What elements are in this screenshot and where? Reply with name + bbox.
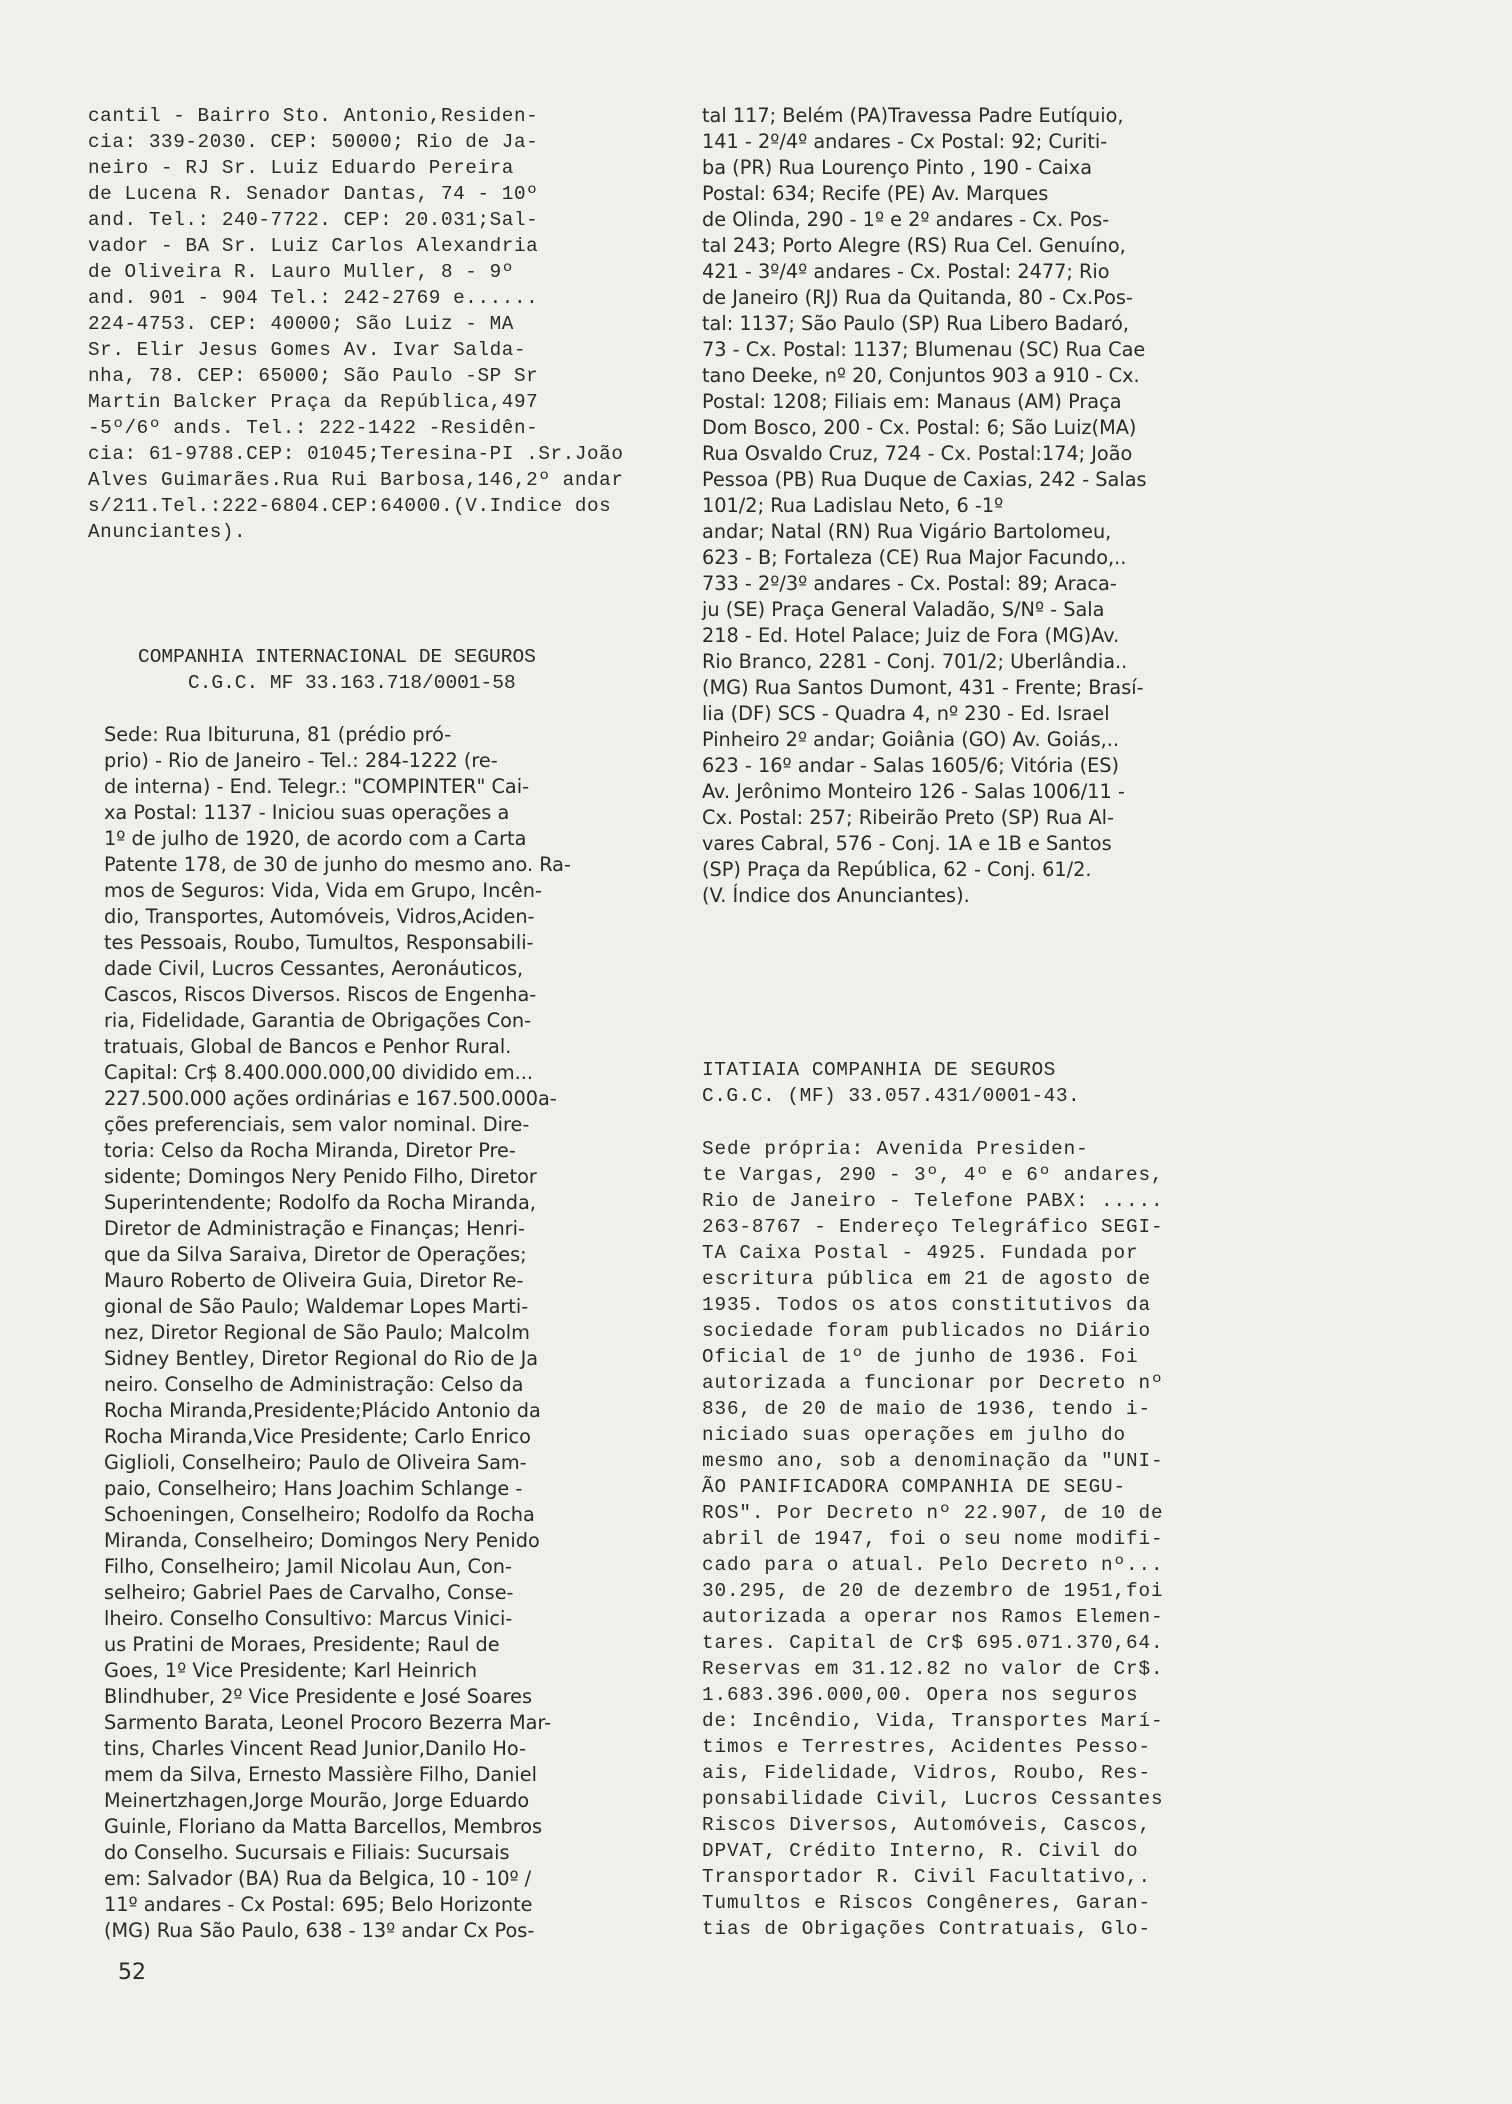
text-line: 73 - Cx. Postal: 1137; Blumenau (SC) Rua Cae (702, 338, 1146, 361)
text-line: tares. Capital de Cr$ 695.071.370,64. (702, 1632, 1164, 1654)
text-line: de interna) - End. Telegr.: "COMPINTER" Cai- (104, 775, 530, 798)
text-line: te Vargas, 290 - 3º, 4º e 6º andares, (702, 1164, 1164, 1186)
text-line: 1.683.396.000,00. Opera nos seguros (702, 1684, 1139, 1706)
left-continuation (88, 103, 624, 545)
text-line: Rua Osvaldo Cruz, 724 - Cx. Postal:174; João (702, 442, 1133, 465)
text-line: vares Cabral, 576 - Conj. 1A e 1B e Santos (702, 832, 1112, 855)
text-line: Rocha Miranda,Vice Presidente; Carlo Enrico (104, 1425, 531, 1448)
text-line: tes Pessoais, Roubo, Tumultos, Responsabili- (104, 931, 534, 954)
text-line: and. 901 - 904 Tel.: 242-2769 e...... (88, 287, 539, 309)
right-continuation (702, 103, 1147, 909)
text-line: 224-4753. CEP: 40000; São Luiz - MA (88, 313, 514, 335)
text-line: Capital: Cr$ 8.400.000.000,00 dividido em... (104, 1061, 534, 1084)
text-line: and. Tel.: 240-7722. CEP: 20.031;Sal- (88, 209, 539, 231)
text-line: que da Silva Saraiva, Diretor de Operações; (104, 1243, 527, 1266)
text-line: 218 - Ed. Hotel Palace; Juiz de Fora (MG)Av. (702, 624, 1120, 647)
text-line: Sr. Elir Jesus Gomes Av. Ivar Salda- (88, 339, 527, 361)
right-company-body (702, 1136, 1163, 1942)
text-line: 733 - 2º/3º andares - Cx. Postal: 89; Araca- (702, 572, 1117, 595)
text-line: timos e Terrestres, Acidentes Pesso- (702, 1736, 1151, 1758)
text-line: 1935. Todos os atos constitutivos da (702, 1294, 1151, 1316)
text-line: Sidney Bentley, Diretor Regional do Rio de Ja (104, 1347, 539, 1370)
text-line: Alves Guimarães.Rua Rui Barbosa,146,2º andar (88, 469, 624, 491)
text-line: -5º/6º ands. Tel.: 222-1422 -Residên- (88, 417, 539, 439)
text-line: Riscos Diversos, Automóveis, Cascos, (702, 1814, 1151, 1836)
text-line: cantil - Bairro Sto. Antonio,Residen- (88, 105, 539, 127)
text-line: 263-8767 - Endereço Telegráfico SEGI- (702, 1216, 1164, 1238)
text-line: Giglioli, Conselheiro; Paulo de Oliveira Sam- (104, 1451, 527, 1474)
text-line: Postal: 634; Recife (PE) Av. Marques (702, 182, 1049, 205)
text-line: de Olinda, 290 - 1º e 2º andares - Cx. Pos- (702, 208, 1110, 231)
text-line: Oficial de 1º de junho de 1936. Foi (702, 1346, 1139, 1368)
text-line: Av. Jerônimo Monteiro 126 - Salas 1006/11 - (702, 780, 1125, 803)
text-line: Postal: 1208; Filiais em: Manaus (AM) Praça (702, 390, 1122, 413)
text-line: Anunciantes). (88, 521, 247, 543)
text-line: de Janeiro (RJ) Rua da Quitanda, 80 - Cx.Pos- (702, 286, 1133, 309)
text-line: lia (DF) SCS - Quadra 4, nº 230 - Ed. Israel (702, 702, 1110, 725)
text-line: s/211.Tel.:222-6804.CEP:64000.(V.Indice dos (88, 495, 612, 517)
text-line: paio, Conselheiro; Hans Joachim Schlange - (104, 1477, 523, 1500)
text-line: em: Salvador (BA) Rua da Belgica, 10 - 10º / (104, 1867, 532, 1890)
text-line: ju (SE) Praça General Valadão, S/Nº - Sala (702, 598, 1105, 621)
text-line: ponsabilidade Civil, Lucros Cessantes (702, 1788, 1164, 1810)
text-line: andar; Natal (RN) Rua Vigário Bartolomeu, (702, 520, 1112, 543)
text-line: do Conselho. Sucursais e Filiais: Sucursais (104, 1841, 510, 1864)
text-line: Patente 178, de 30 de junho do mesmo ano. Ra- (104, 853, 571, 876)
text-line: cia: 339-2030. CEP: 50000; Rio de Ja- (88, 131, 539, 153)
text-line: ais, Fidelidade, Vidros, Roubo, Res- (702, 1762, 1151, 1784)
text-line: Reservas em 31.12.82 no valor de Cr$. (702, 1658, 1164, 1680)
text-line: sidente; Domingos Nery Penido Filho, Diretor (104, 1165, 537, 1188)
text-line: tratuais, Global de Bancos e Penhor Rural. (104, 1035, 512, 1058)
text-line: 141 - 2º/4º andares - Cx Postal: 92; Curiti- (702, 130, 1108, 153)
text-line: (MG) Rua Santos Dumont, 431 - Frente; Brasí- (702, 676, 1144, 699)
text-line: neiro. Conselho de Administração: Celso da (104, 1373, 524, 1396)
text-line: (V. Índice dos Anunciantes). (702, 884, 970, 907)
text-line: us Pratini de Moraes, Presidente; Raul de (104, 1633, 500, 1656)
text-line: autorizada a operar nos Ramos Elemen- (702, 1606, 1164, 1628)
text-line: (MG) Rua São Paulo, 638 - 13º andar Cx Pos- (104, 1919, 535, 1942)
text-line: Sede própria: Avenida Presiden- (702, 1138, 1089, 1160)
text-line: Tumultos e Riscos Congêneres, Garan- (702, 1892, 1151, 1914)
text-line: cia: 61-9788.CEP: 01045;Teresina-PI .Sr.João (88, 443, 624, 465)
text-line: sociedade foram publicados no Diário (702, 1320, 1151, 1342)
text-line: de Oliveira R. Lauro Muller, 8 - 9º (88, 261, 514, 283)
text-line: nez, Diretor Regional de São Paulo; Malcolm (104, 1321, 530, 1344)
text-line: ba (PR) Rua Lourenço Pinto , 190 - Caixa (702, 156, 1093, 179)
text-line: Superintendente; Rodolfo da Rocha Miranda, (104, 1191, 536, 1214)
text-line: Filho, Conselheiro; Jamil Nicolau Aun, Con- (104, 1555, 512, 1578)
text-line: abril de 1947, foi o seu nome modifi- (702, 1528, 1164, 1550)
text-line: 227.500.000 ações ordinárias e 167.500.000a- (104, 1087, 557, 1110)
text-line: Guinle, Floriano da Matta Barcellos, Membros (104, 1815, 543, 1838)
text-line: Miranda, Conselheiro; Domingos Nery Penido (104, 1529, 540, 1552)
text-line: Sede: Rua Ibituruna, 81 (prédio pró- (104, 723, 452, 746)
text-line: autorizada a funcionar por Decreto nº (702, 1372, 1164, 1394)
text-line: ROS". Por Decreto nº 22.907, de 10 de (702, 1502, 1164, 1524)
text-line: mesmo ano, sob a denominação da "UNI- (702, 1450, 1164, 1472)
text-line: nha, 78. CEP: 65000; São Paulo -SP Sr (88, 365, 539, 387)
text-line: Pessoa (PB) Rua Duque de Caxias, 242 - Salas (702, 468, 1147, 491)
text-line: DPVAT, Crédito Interno, R. Civil do (702, 1840, 1139, 1862)
text-line: xa Postal: 1137 - Iniciou suas operações a (104, 801, 510, 824)
text-line: ções preferenciais, sem valor nominal. Dire- (104, 1113, 530, 1136)
text-line: 623 - 16º andar - Salas 1605/6; Vitória (ES) (702, 754, 1120, 777)
text-line: 1º de julho de 1920, de acordo com a Carta (104, 827, 527, 850)
text-line: Transportador R. Civil Facultativo,. (702, 1866, 1151, 1888)
text-line: prio) - Rio de Janeiro - Tel.: 284-1222 (re- (104, 749, 498, 772)
text-line: Pinheiro 2º andar; Goiânia (GO) Av. Goiás,.. (702, 728, 1120, 751)
left-company-name: COMPANHIA INTERNACIONAL DE SEGUROS (138, 646, 536, 668)
text-line: escritura pública em 21 de agosto de (702, 1268, 1151, 1290)
text-line: 421 - 3º/4º andares - Cx. Postal: 2477; Rio (702, 260, 1110, 283)
text-line: Schoeningen, Conselheiro; Rodolfo da Rocha (104, 1503, 535, 1526)
text-line: Mauro Roberto de Oliveira Guia, Diretor Re- (104, 1269, 524, 1292)
text-line: mos de Seguros: Vida, Vida em Grupo, Incên- (104, 879, 542, 902)
text-line: 623 - B; Fortaleza (CE) Rua Major Facundo,.. (702, 546, 1127, 569)
text-line: Blindhuber, 2º Vice Presidente e José Soares (104, 1685, 533, 1708)
text-line: cado para o atual. Pelo Decreto nº... (702, 1554, 1164, 1576)
text-line: dade Civil, Lucros Cessantes, Aeronáuticos, (104, 957, 524, 980)
text-line: 101/2; Rua Ladislau Neto, 6 -1º (702, 494, 1004, 517)
text-line: tano Deeke, nº 20, Conjuntos 903 a 910 - Cx. (702, 364, 1140, 387)
right-company-cgc: C.G.C. (MF) 33.057.431/0001-43. (702, 1085, 1081, 1107)
text-line: Martin Balcker Praça da República,497 (88, 391, 539, 413)
text-line: lheiro. Conselho Consultivo: Marcus Vinici- (104, 1607, 513, 1630)
text-line: de: Incêndio, Vida, Transportes Marí- (702, 1710, 1164, 1732)
text-line: Diretor de Administração e Finanças; Henri- (104, 1217, 525, 1240)
text-line: Sarmento Barata, Leonel Procoro Bezerra Mar- (104, 1711, 552, 1734)
text-line: tal: 1137; São Paulo (SP) Rua Libero Badaró, (702, 312, 1130, 335)
text-line: vador - BA Sr. Luiz Carlos Alexandria (88, 235, 539, 257)
text-line: mem da Silva, Ernesto Massière Filho, Daniel (104, 1763, 537, 1786)
text-line: TA Caixa Postal - 4925. Fundada por (702, 1242, 1139, 1264)
text-line: Meinertzhagen,Jorge Mourão, Jorge Eduardo (104, 1789, 530, 1812)
text-line: tal 117; Belém (PA)Travessa Padre Eutíquio, (702, 104, 1124, 127)
text-line: (SP) Praça da República, 62 - Conj. 61/2. (702, 858, 1092, 881)
text-line: 11º andares - Cx Postal: 695; Belo Horizonte (104, 1893, 533, 1916)
text-line: toria: Celso da Rocha Miranda, Diretor Pre- (104, 1139, 516, 1162)
text-line: de Lucena R. Senador Dantas, 74 - 10º (88, 183, 539, 205)
text-line: niciado suas operações em julho do (702, 1424, 1127, 1446)
text-line: gional de São Paulo; Waldemar Lopes Marti- (104, 1295, 529, 1318)
text-line: Rio de Janeiro - Telefone PABX: ..... (702, 1190, 1164, 1212)
text-line: ÃO PANIFICADORA COMPANHIA DE SEGU- (702, 1476, 1127, 1498)
text-line: tias de Obrigações Contratuais, Glo- (702, 1918, 1151, 1940)
text-line: ria, Fidelidade, Garantia de Obrigações Con- (104, 1009, 532, 1032)
text-line: Cx. Postal: 257; Ribeirão Preto (SP) Rua Al- (702, 806, 1114, 829)
text-line: 836, de 20 de maio de 1936, tendo i- (702, 1398, 1151, 1420)
text-line: 30.295, de 20 de dezembro de 1951,foi (702, 1580, 1164, 1602)
page-number: 52 (118, 1960, 146, 1985)
text-line: neiro - RJ Sr. Luiz Eduardo Pereira (88, 157, 514, 179)
text-line: Cascos, Riscos Diversos. Riscos de Engenha- (104, 983, 537, 1006)
text-line: Rocha Miranda,Presidente;Plácido Antonio da (104, 1399, 541, 1422)
text-line: Rio Branco, 2281 - Conj. 701/2; Uberlândia.. (702, 650, 1128, 673)
right-company-name: ITATIAIA COMPANHIA DE SEGUROS (702, 1059, 1056, 1081)
text-line: Dom Bosco, 200 - Cx. Postal: 6; São Luiz(MA) (702, 416, 1137, 439)
text-line: selheiro; Gabriel Paes de Carvalho, Conse- (104, 1581, 514, 1604)
text-line: tal 243; Porto Alegre (RS) Rua Cel. Genuíno, (702, 234, 1126, 257)
left-company-cgc: C.G.C. MF 33.163.718/0001-58 (188, 672, 516, 694)
text-line: tins, Charles Vincent Read Junior,Danilo Ho- (104, 1737, 527, 1760)
text-line: Goes, 1º Vice Presidente; Karl Heinrich (104, 1659, 478, 1682)
text-line: dio, Transportes, Automóveis, Vidros,Aciden- (104, 905, 535, 928)
left-company-body (104, 722, 571, 1944)
